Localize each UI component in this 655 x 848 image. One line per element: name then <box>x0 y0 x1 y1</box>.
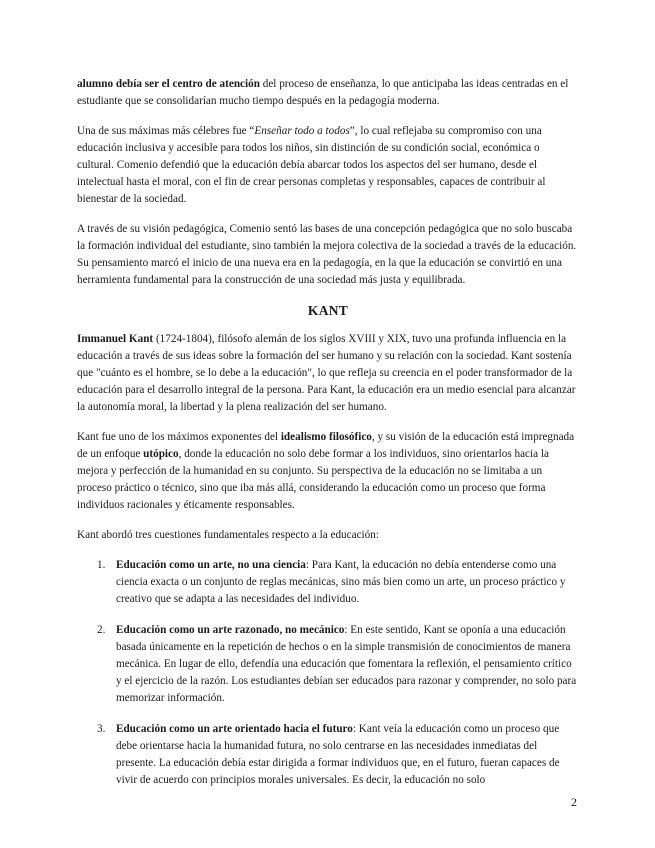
paragraph-text: del proceso de enseñanza, lo que anticipaba las ideas centradas en el estudiante que se consolidarían mucho tiempo después en la pedagogía moderna. <box>77 78 569 107</box>
list-item <box>77 721 579 789</box>
paragraph-kant-1 <box>77 331 579 416</box>
bold-term: utópico <box>143 448 179 460</box>
list-item <box>77 557 579 608</box>
paragraph-kant-2 <box>77 429 579 514</box>
list-item <box>77 622 579 707</box>
list-item-text: : Kant veía la educación como un proceso que debe orientarse hacia la humanidad futura, no solo centrarse en las necesidades inmediatas del presente. La educación debía estar dirigida a formar individuos que, en el futuro, fueran capaces de vivir de acuerdo con principios morales universales. Es decir, la educación no solo <box>116 723 560 786</box>
list-item-text: : Para Kant, la educación no debía entenderse como una ciencia exacta o un conjunto de reglas mecánicas, sino más bien como un arte, un proceso práctico y creativo que se adapta a las necesidades del individuo. <box>116 559 566 605</box>
list-item-title: Educación como un arte orientado hacia el futuro <box>116 723 353 735</box>
paragraph-text: Una de sus máximas más célebres fue “ <box>77 125 255 137</box>
paragraph-text: ”, lo cual reflejaba su compromiso con una educación inclusiva y accesible para todos los niños, sin distinción de su condición social, económica o cultural. Comenio defendió que la educación debía abarcar todos los aspectos del ser humano, desde el intelectual hasta el moral, con el fin de crear personas completas y responsables, capaces de contribuir al bienestar de la sociedad. <box>77 125 546 205</box>
page-number: 2 <box>571 795 577 809</box>
paragraph-text: (1724-1804), filósofo alemán de los siglos XVIII y XIX, tuvo una profunda influencia en la educación a través de sus ideas sobre la formación del ser humano y su relación con la sociedad. Kant sostenía que "cuánto es el hombre, se lo debe a la educación", lo que refleja su creencia en el poder transformador de la educación para el desarrollo integral de la persona. Para Kant, la educación era un medio esencial para alcanzar la autonomía moral, la libertad y la plena realización del ser humano. <box>77 333 576 413</box>
numbered-list <box>77 557 579 789</box>
list-item-title: Educación como un arte, no una ciencia <box>116 559 306 571</box>
list-number: 1. <box>97 559 106 571</box>
paragraph-kant-3: Kant abordó tres cuestiones fundamentales respecto a la educación: <box>77 529 379 541</box>
paragraph-comenio-3: A través de su visión pedagógica, Comenio sentó las bases de una concepción pedagógica que no solo buscaba la formación individual del estudiante, sino también la mejora colectiva de la sociedad a través de la educación. Su pensamiento marcó el inicio de una nueva era en la pedagogía, en la que la educación se convirtió en una herramienta fundamental para la construcción de una sociedad más justa y equilibrada. <box>77 223 577 286</box>
bold-term: idealismo filosófico <box>280 431 372 443</box>
bold-name: Immanuel Kant <box>77 333 154 345</box>
list-number: 2. <box>97 624 106 636</box>
paragraph-comenio-1 <box>77 76 579 110</box>
bold-phrase: alumno debía ser el centro de atención <box>77 78 260 90</box>
paragraph-text: , donde la educación no solo debe formar a los individuos, sino orientarlos hacia la mejora y perfección de la humanidad en su conjunto. Su perspectiva de la educación no se limitaba a un proceso práctico o técnico, sino que iba más allá, considerando la educación como un proceso que forma individuos racionales y éticamente responsables. <box>77 448 549 511</box>
list-item-title: Educación como un arte razonado, no mecánico <box>116 624 345 636</box>
section-heading: KANT <box>307 303 349 318</box>
paragraph-comenio-2 <box>77 123 579 208</box>
list-item-text: : En este sentido, Kant se oponía a una educación basada únicamente en la repetición de hechos o en la simple transmisión de conocimientos de manera mecánica. En lugar de ello, defendía una educación que fomentara la reflexión, el pensamiento crítico y el ejercicio de la razón. Los estudiantes debían ser educados para razonar y comprender, no solo para memorizar información. <box>116 624 577 704</box>
list-number: 3. <box>97 723 106 735</box>
paragraph-text: , y su visión de la educación está impregnada de un enfoque <box>77 431 575 460</box>
italic-quote: Enseñar todo a todos <box>254 125 350 137</box>
paragraph-text: Kant fue uno de los máximos exponentes del <box>77 431 281 443</box>
